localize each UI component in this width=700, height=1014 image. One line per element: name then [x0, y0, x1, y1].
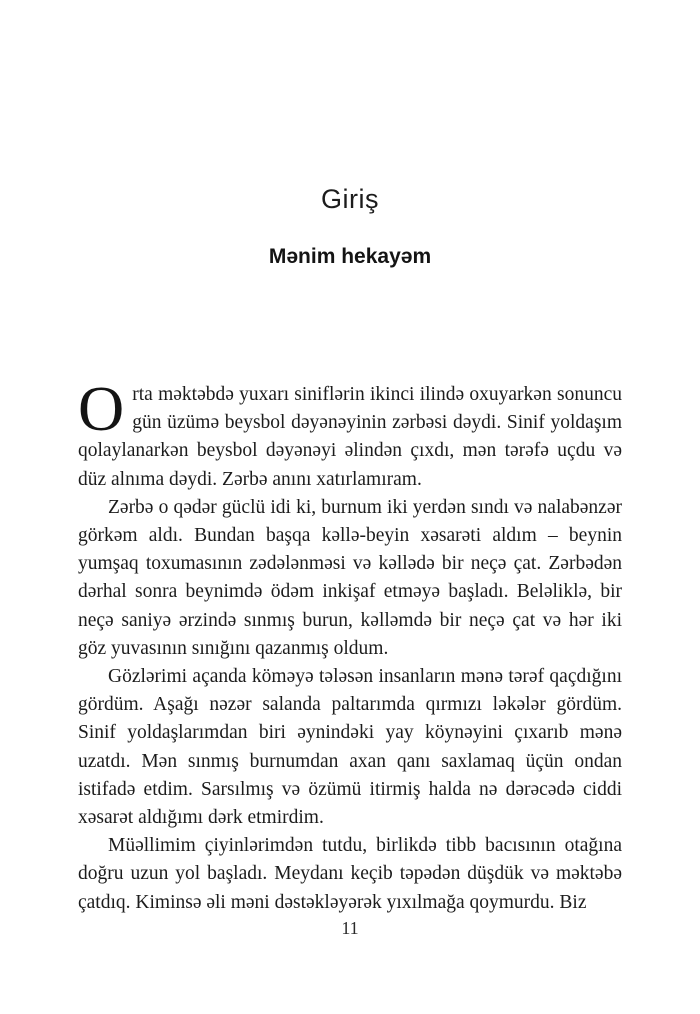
paragraph: Gözlərimi açanda köməyə tələsən insanların mənə tərəf qaçdığını gördüm. Aşağı nəzər salanda paltarımda qırmızı ləkələr gördüm. Sinif yoldaşlarımdan biri əynindəki yay köynəyini çıxarıb mənə uzatdı. Mən sınmış burnumdan axan qanı saxlamaq üçün ondan istifadə etdim. Sarsılmış və özümü itirmiş halda nə dərəcədə ciddi xəsarət aldığımı dərk etmirdim.: [78, 666, 622, 829]
paragraph-opening: [78, 373, 622, 494]
section-subtitle: Mənim hekayəm: [268, 245, 432, 268]
drop-cap: O: [78, 373, 125, 444]
page-number: 11: [341, 918, 359, 938]
paragraph-text: rta məktəbdə yuxarı siniflərin ikinci ilində oxuyarkən sonuncu gün üzümə beysbol dəyənəyinin zərbəsi dəydi. Sinif yoldaşım qolaylanarkən beysbol dəyənəyi əlindən çıxdı, mən tərəfə uçdu və düz alnıma dəydi. Zərbə anını xatırlamıram.: [78, 384, 622, 490]
paragraph: Zərbə o qədər güclü idi ki, burnum iki yerdən sındı və nalabənzər görkəm aldı. Bundan başqa kəllə-beyin xəsarəti aldım – beynin yumşaq toxumasının zədələnməsi və kəllədə bir neçə çat. Zərbədən dərhal sonra beynimdə ödəm inkişaf etməyə başladı. Beləliklə, bir neçə saniyə ərzində sınmış burun, kəlləmdə bir neçə çat və hər iki göz yuvasının sınığını qazanmış oldum.: [78, 496, 622, 659]
paragraph: Müəllimim çiyinlərimdən tutdu, birlikdə tibb bacısının otağına doğru uzun yol başladı. Meydanı keçib təpədən düşdük və məktəbə çatdıq. Kiminsə əli məni dəstəkləyərək yıxılmağa qoymurdu. Biz: [78, 835, 622, 913]
body-text: [78, 373, 622, 917]
chapter-title: Giriş: [321, 184, 379, 214]
